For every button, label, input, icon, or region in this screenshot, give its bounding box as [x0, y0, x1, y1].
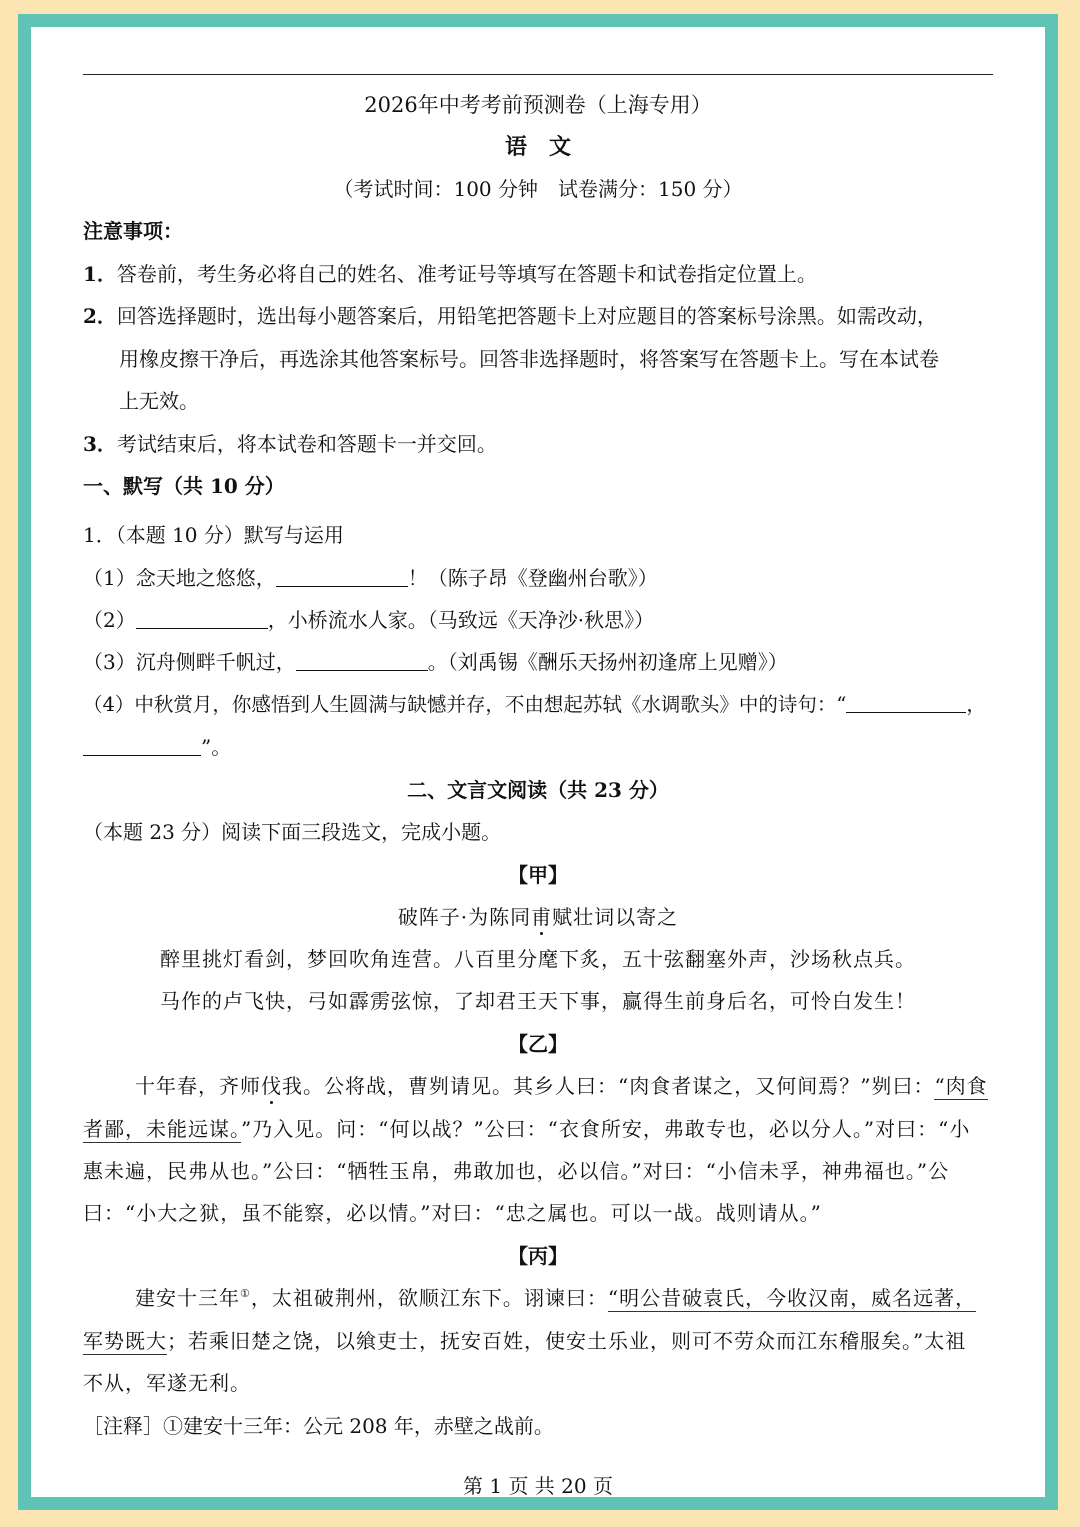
note-1 [83, 260, 817, 288]
exam-title: 2026年中考考前预测卷（上海专用） [364, 93, 712, 117]
passage-bing-line-3: 不从，军遂无利。 [83, 1371, 251, 1395]
page-border [18, 14, 1058, 1510]
answer-blank-1[interactable] [276, 566, 408, 587]
passage-bing-line-1 [135, 1284, 976, 1312]
section-1-heading: 一、默写（共 10 分） [83, 474, 285, 498]
passage-jia-line-1: 醉里挑灯看剑，梦回吹角连营。八百里分麾下炙，五十弦翻塞外声，沙场秋点兵。 [160, 947, 916, 971]
question-1-2-text: ，小桥流水人家。（马致远《天净沙·秋思》） [267, 608, 655, 632]
note-1-number: 1． [83, 262, 117, 286]
note-2-line-2: 用橡皮擦干净后，再选涂其他答案标号。回答非选择题时，将答案写在答题卡上。写在本试卷 [119, 347, 939, 371]
note-2-text: 回答选择题时，选出每小题答案后，用铅笔把答题卡上对应题目的答案标号涂黑。如需改动， [116, 304, 937, 328]
question-1-1-source: ！（陈子昂《登幽州台歌》） [407, 566, 658, 590]
question-1-4-line-2 [83, 733, 231, 761]
note-3-number: 3． [83, 432, 117, 456]
answer-blank-2[interactable] [136, 608, 268, 629]
passage-yi-line-4: 曰：“小大之狱，虽不能察，必以情。”对曰：“忠之属也。可以一战。战则请从。” [83, 1201, 822, 1225]
question-1-3 [83, 648, 788, 676]
note-2-line-3: 上无效。 [119, 389, 199, 413]
footnote: ［注释］①建安十三年：公元 208 年，赤壁之战前。 [83, 1414, 554, 1438]
passage-jia-title [31, 903, 1045, 931]
section-2-intro: （本题 23 分）阅读下面三段选文，完成小题。 [83, 820, 502, 844]
yi-underlined-2: 者鄙，未能远谋。 [83, 1117, 241, 1141]
yi-line-2-text: ”乃入见。问：“何以战？”公曰：“衣食所安，弗敢专也，必以分人。”对曰：“小 [241, 1117, 971, 1141]
exam-page [31, 27, 1045, 1497]
notes-heading: 注意事项： [83, 219, 183, 243]
passage-yi-label: 【乙】 [508, 1032, 568, 1056]
question-1: 1．（本题 10 分）默写与运用 [83, 523, 344, 547]
yi-line-1-part-1: 十年春，齐师 [135, 1074, 261, 1098]
note-3-text: 考试结束后，将本试卷和答题卡一并交回。 [116, 432, 497, 456]
answer-blank-3[interactable] [296, 650, 428, 671]
section-2-heading: 二、文言文阅读（共 23 分） [407, 778, 669, 802]
note-2-number: 2． [83, 304, 117, 328]
question-1-4-text: （4）中秋赏月，你感悟到人生圆满与缺憾并存，不由想起苏轼《水调歌头》中的诗句：“ [83, 693, 847, 716]
question-1-3-text: （3）沉舟侧畔千帆过， [83, 650, 296, 674]
passage-yi-line-3: 惠未遍，民弗从也。”公曰：“牺牲玉帛，弗敢加也，必以信。”对曰：“小信未孚，神弗福也。”公 [83, 1159, 950, 1183]
passage-jia-label: 【甲】 [508, 863, 568, 887]
answer-blank-4[interactable] [846, 692, 966, 713]
yi-line-1-part-2: 我。公将战，曹刿请见。其乡人曰：“肉食者谋之，又何间焉？”刿曰： [282, 1074, 935, 1098]
question-1-1 [83, 564, 658, 592]
footnote-marker: ① [240, 1287, 251, 1300]
passage-yi-line-1 [135, 1072, 988, 1100]
yi-dotted-char: 伐 [261, 1074, 282, 1098]
answer-blank-5[interactable] [83, 735, 201, 756]
subject-title: 语 文 [504, 134, 571, 160]
header-rule [83, 74, 993, 75]
question-1-4-comma: ， [966, 693, 986, 716]
note-3 [83, 430, 497, 458]
jia-title-part-2: 赋壮词以寄之 [552, 905, 679, 929]
yi-underlined-1: “肉食 [934, 1074, 988, 1098]
passage-bing-line-2 [83, 1327, 966, 1355]
note-2 [83, 302, 937, 330]
question-1-4-close: ”。 [201, 735, 232, 759]
bing-underlined-1: “明公昔破袁氏，今收汉南，威名远著， [607, 1286, 977, 1310]
bing-line-1-part-2: ，太祖破荆州，欲顺江东下。诩谏曰： [250, 1286, 608, 1310]
question-1-2 [83, 606, 654, 634]
bing-line-1-part-1: 建安十三年 [135, 1286, 240, 1310]
page-number: 第 1 页 共 20 页 [463, 1474, 613, 1498]
passage-yi-line-2 [83, 1115, 970, 1143]
exam-info: （考试时间：100 分钟 试卷满分：150 分） [333, 177, 743, 201]
question-1-1-text: （1）念天地之悠悠， [83, 566, 276, 590]
question-1-2-number: （2） [83, 608, 136, 632]
bing-underlined-2: 军势既大 [83, 1329, 167, 1353]
jia-title-part-1: 破阵子·为陈同 [397, 905, 532, 929]
passage-bing-label: 【丙】 [508, 1244, 568, 1268]
jia-title-dotted-char: 甫 [531, 905, 553, 929]
bing-line-2-text: ；若乘旧楚之饶，以飨吏士，抚安百姓，使安土乐业，则可不劳众而江东稽服矣。”太祖 [167, 1329, 967, 1353]
question-1-4 [83, 691, 986, 719]
passage-jia-line-2: 马作的卢飞快，弓如霹雳弦惊，了却君王天下事，赢得生前身后名，可怜白发生！ [160, 989, 916, 1013]
question-1-3-source: 。（刘禹锡《酬乐天扬州初逢席上见赠》） [427, 650, 788, 674]
note-1-text: 答卷前，考生务必将自己的姓名、准考证号等填写在答题卡和试卷指定位置上。 [116, 262, 817, 286]
